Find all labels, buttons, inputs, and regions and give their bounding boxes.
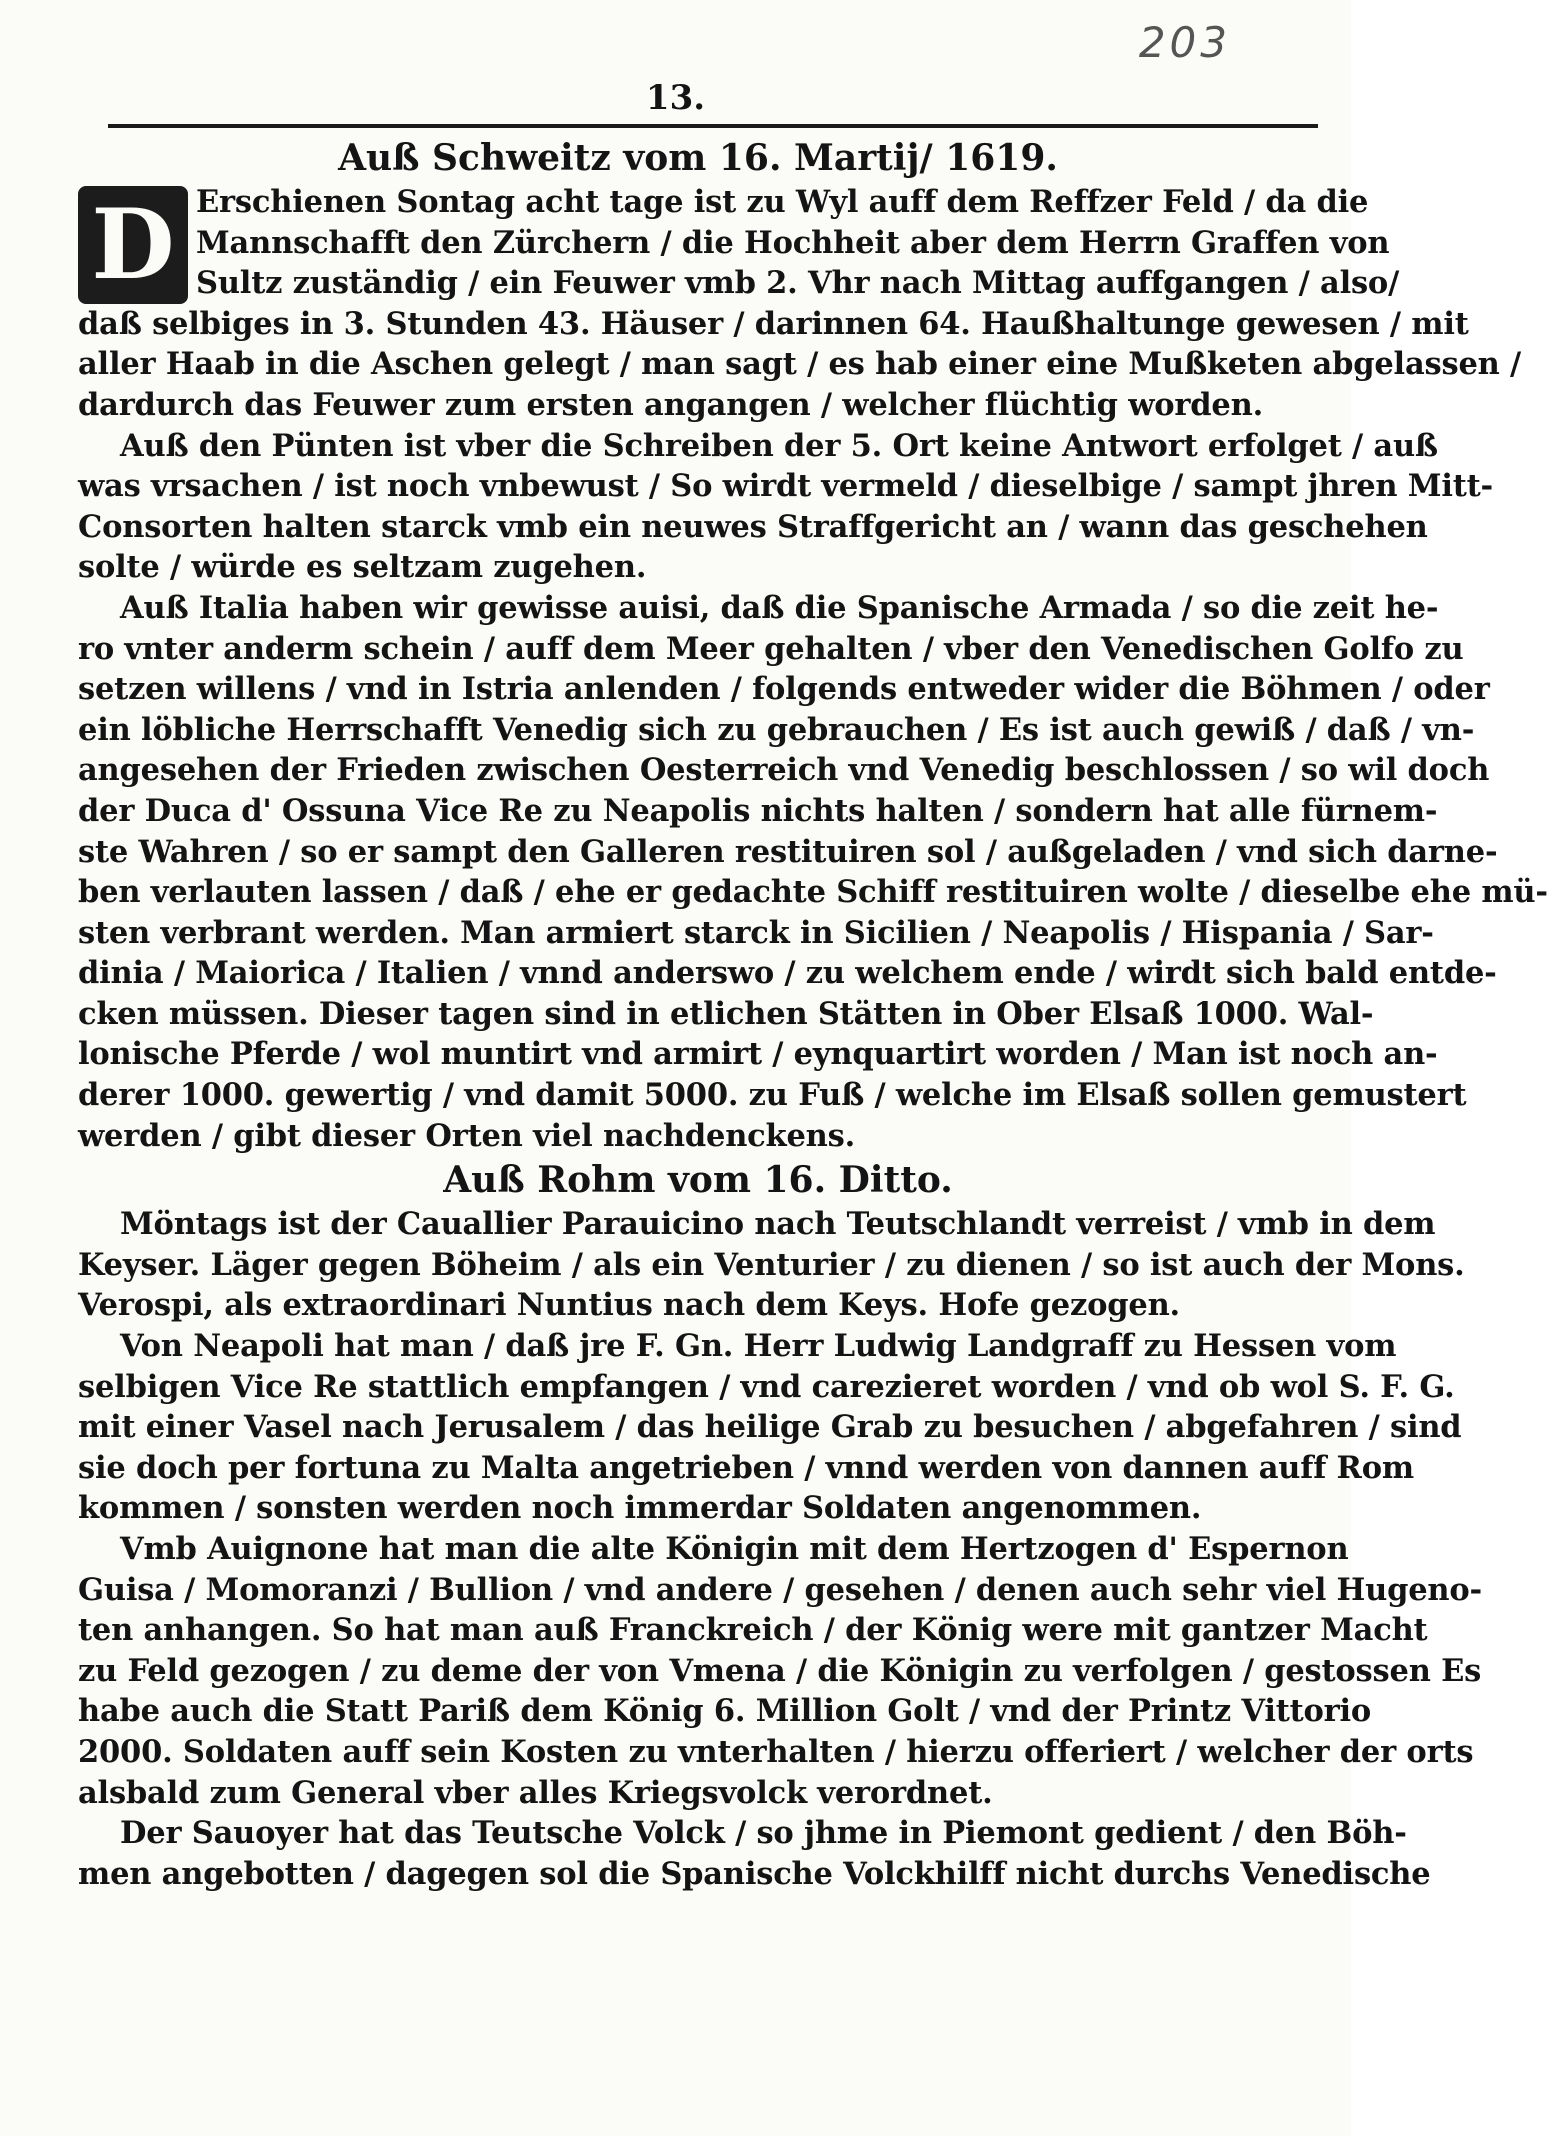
text-line: setzen willens / vnd in Istria anlenden / folgends entweder wider die Böhmen / oder: [78, 671, 1490, 708]
folio-number: 203: [1138, 18, 1231, 67]
paragraph: [78, 426, 1493, 588]
text-line: derer 1000. gewertig / vnd damit 5000. zu Fuß / welche im Elsaß sollen gemustert: [78, 1077, 1467, 1114]
text-line: kommen / sonsten werden noch immerdar Soldaten angenommen.: [78, 1490, 1202, 1527]
text-line: ein löbliche Herrschafft Venedig sich zu gebrauchen / Es ist auch gewiß / daß / vn-: [78, 711, 1475, 748]
text-line: Auß Italia haben wir gewisse auisi, daß die Spanische Armada / so die zeit he-: [120, 589, 1439, 626]
text-line: daß selbiges in 3. Stunden 43. Häuser / darinnen 64. Haußhaltunge gewesen / mit: [78, 305, 1469, 342]
text-line: men angebotten / dagegen sol die Spanische Volckhilff nicht durchs Venedische: [78, 1855, 1431, 1892]
dropcap-ornament: [78, 186, 188, 304]
text-line: der Duca d' Ossuna Vice Re zu Neapolis nichts halten / sondern hat alle fürnem-: [78, 792, 1438, 829]
text-line: Consorten halten starck vmb ein neuwes Straffgericht an / wann das geschehen: [78, 508, 1428, 545]
text-line: ten anhangen. So hat man auß Franckreich / der König were mit gantzer Macht: [78, 1612, 1428, 1649]
text-line: Auß den Pünten ist vber die Schreiben der 5. Ort keine Antwort erfolget / auß: [120, 427, 1438, 464]
text-line: Verospi, als extraordinari Nuntius nach dem Keys. Hofe gezogen.: [78, 1287, 1180, 1324]
text-line: lonische Pferde / wol muntirt vnd armirt / eynquartirt worden / Man ist noch an-: [78, 1036, 1438, 1073]
text-line: aller Haab in die Aschen gelegt / man sagt / es hab einer eine Mußketen abgelassen /: [78, 346, 1521, 383]
text-line: cken müssen. Dieser tagen sind in etlichen Stätten in Ober Elsaß 1000. Wal-: [78, 995, 1374, 1032]
text-line: Der Sauoyer hat das Teutsche Volck / so jhme in Piemont gedient / den Böh-: [120, 1815, 1407, 1852]
section-heading-rome: Auß Rohm vom 16. Ditto.: [443, 1159, 953, 1202]
text-line: alsbald zum General vber alles Kriegsvolck verordnet.: [78, 1774, 993, 1811]
article-body: [78, 134, 1548, 1894]
page-number: 13.: [645, 78, 706, 118]
text-line: Von Neapoli hat man / daß jre F. Gn. Herr Ludwig Landgraff zu Hessen vom: [120, 1328, 1397, 1365]
text-line: Möntags ist der Cauallier Parauicino nach Teutschlandt verreist / vmb in dem: [120, 1206, 1436, 1243]
first-paragraph: [78, 182, 1521, 426]
text-line: Vmb Auignone hat man die alte Königin mit dem Hertzogen d' Espernon: [120, 1531, 1349, 1567]
paragraph: [78, 1529, 1483, 1813]
text-line: habe auch die Statt Pariß dem König 6. Million Golt / vnd der Printz Vittorio: [78, 1693, 1372, 1730]
dropcap-letter: D: [91, 188, 175, 301]
text-line: angesehen der Frieden zwischen Oesterreich vnd Venedig beschlossen / so wil doch: [78, 752, 1490, 789]
text-line: selbigen Vice Re stattlich empfangen / vnd carezieret worden / vnd ob wol S. F. G.: [78, 1368, 1455, 1405]
header-rule: [108, 124, 1318, 128]
text-line: Keyser. Läger gegen Böheim / als ein Venturier / zu dienen / so ist auch der Mons.: [78, 1246, 1465, 1283]
paragraph: [78, 1204, 1465, 1326]
text-line: Erschienen Sontag acht tage ist zu Wyl auff dem Reffzer Feld / da die: [196, 184, 1369, 220]
text-line: Sultz zuständig / ein Feuwer vmb 2. Vhr nach Mittag auffgangen / also/: [196, 265, 1400, 302]
paragraph: [78, 588, 1548, 1156]
text-line: sten verbrant werden. Man armiert starck in Sicilien / Neapolis / Hispania / Sar-: [78, 914, 1434, 951]
text-line: werden / gibt dieser Orten viel nachdenckens.: [78, 1117, 856, 1154]
text-line: 2000. Soldaten auff sein Kosten zu vnterhalten / hierzu offeriert / welcher der orts: [78, 1733, 1474, 1770]
text-line: solte / würde es seltzam zugehen.: [78, 549, 647, 586]
text-line: Guisa / Momoranzi / Bullion / vnd andere / gesehen / denen auch sehr viel Hugeno-: [78, 1571, 1483, 1608]
text-line: zu Feld gezogen / zu deme der von Vmena / die Königin zu verfolgen / gestossen Es: [78, 1652, 1482, 1689]
section-heading-switzerland: Auß Schweitz vom 16. Martij/ 1619.: [338, 137, 1058, 179]
text-line: sie doch per fortuna zu Malta angetrieben / vnnd werden von dannen auff Rom: [78, 1449, 1414, 1486]
text-line: ro vnter anderm schein / auff dem Meer gehalten / vber den Venedischen Golfo zu: [78, 630, 1464, 667]
text-line: was vrsachen / ist noch vnbewust / So wirdt vermeld / dieselbige / sampt jhren Mitt-: [78, 468, 1493, 505]
paragraph: [78, 1326, 1462, 1529]
text-line: mit einer Vasel nach Jerusalem / das heilige Grab zu besuchen / abgefahren / sind: [78, 1409, 1462, 1446]
text-line: ben verlauten lassen / daß / ehe er gedachte Schiff restituiren wolte / dieselbe ehe mü-: [78, 874, 1548, 911]
text-line: ste Wahren / so er sampt den Galleren restituiren sol / außgeladen / vnd sich darne-: [78, 833, 1498, 870]
text-line: dinia / Maiorica / Italien / vnnd anderswo / zu welchem ende / wirdt sich bald entde-: [78, 955, 1497, 992]
text-line: Mannschafft den Zürchern / die Hochheit aber dem Herrn Graffen von: [196, 224, 1390, 261]
text-line: dardurch das Feuwer zum ersten angangen / welcher flüchtig worden.: [78, 386, 1264, 423]
paragraph: [78, 1813, 1431, 1894]
